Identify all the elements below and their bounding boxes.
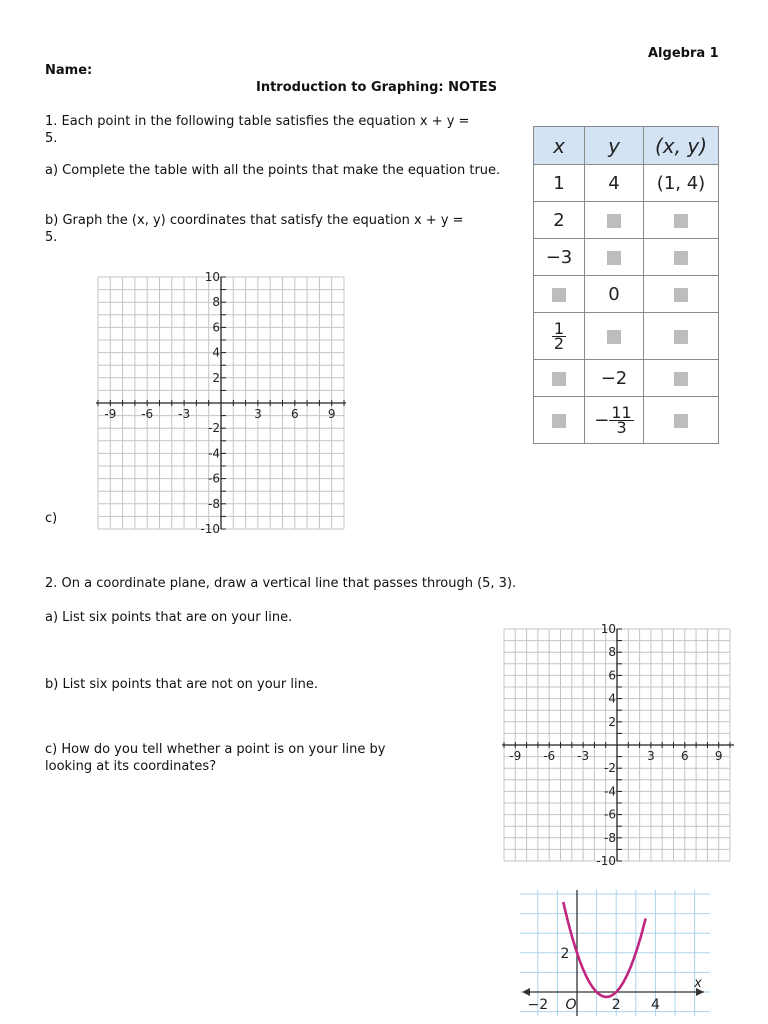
cell-xy-blank[interactable] (644, 202, 719, 239)
x-tick-label: 6 (290, 407, 299, 421)
coordinate-grid-2[interactable] (502, 621, 734, 869)
q2-part-a: a) List six points that are on your line. (45, 610, 293, 625)
y-tick-label: -8 (604, 830, 616, 845)
course-title: Algebra 1 (648, 46, 719, 61)
arrow-left-icon (522, 988, 530, 996)
y-tick-label: 8 (212, 295, 220, 310)
x-tick-label: 9 (327, 407, 336, 421)
blank-square-icon (674, 414, 688, 428)
cell-x: −3 (534, 239, 585, 276)
cell-y: 0 (585, 276, 644, 313)
y-tick-label: 10 (204, 270, 220, 284)
cell-xy: (1, 4) (644, 165, 719, 202)
cell-xy-blank[interactable] (644, 397, 719, 444)
y-tick-label: 2 (608, 714, 616, 729)
blank-square-icon (607, 330, 621, 344)
blank-square-icon (674, 288, 688, 302)
name-label: Name: (45, 63, 93, 78)
cell-y-blank[interactable] (585, 202, 644, 239)
y-tick-label: 6 (608, 668, 616, 683)
y-tick-label: -2 (208, 421, 220, 436)
page-title: Introduction to Graphing: NOTES (256, 80, 498, 95)
blank-square-icon (674, 214, 688, 228)
x-tick-label: −2 (527, 997, 549, 1013)
header-y: y (585, 127, 644, 165)
x-tick-label: 4 (650, 997, 660, 1013)
cell-x-blank[interactable] (534, 276, 585, 313)
q1-stem: 1. Each point in the following table satisfies the equation x + y = 5. (45, 114, 470, 146)
y-tick-label: -4 (604, 784, 616, 799)
blank-square-icon (552, 288, 566, 302)
y-tick-label: 8 (608, 645, 616, 660)
x-tick-label: 6 (680, 749, 689, 763)
table-row (534, 360, 719, 397)
table-row (534, 239, 719, 276)
x-tick-label: -9 (509, 749, 522, 763)
cell-x-fraction: $\frac{1}{2}$ (534, 313, 585, 360)
coordinate-grid-1[interactable] (96, 269, 346, 535)
table-row (534, 165, 719, 202)
table-header-row (534, 127, 719, 165)
y-tick-label: 4 (212, 345, 220, 360)
cell-x: 1 (534, 165, 585, 202)
y-tick-label: -4 (208, 446, 220, 461)
q1-part-a: a) Complete the table with all the points that make the equation true. (45, 163, 501, 178)
points-table (533, 126, 719, 444)
y-tick-label: -10 (200, 522, 220, 535)
header-xy: (x, y) (644, 127, 719, 165)
x-tick-label: -9 (104, 407, 117, 421)
y-tick-label: -2 (604, 761, 616, 776)
blank-square-icon (552, 414, 566, 428)
parabola-curve (560, 902, 645, 997)
x-tick-label: 3 (254, 407, 262, 421)
cell-xy-blank[interactable] (644, 360, 719, 397)
y-tick-label: 2 (212, 370, 220, 385)
table-row (534, 202, 719, 239)
blank-square-icon (674, 330, 688, 344)
table-row (534, 397, 719, 444)
q1-part-b: b) Graph the (x, y) coordinates that satisfy the equation x + y = 5. (45, 213, 464, 245)
x-tick-label: -6 (141, 407, 154, 421)
x-tick-label: -3 (178, 407, 191, 421)
origin-label: O (565, 997, 577, 1013)
y-tick-label: -6 (208, 471, 220, 486)
q2-stem: 2. On a coordinate plane, draw a vertical line that passes through (5, 3). (45, 576, 517, 591)
q2-part-b: b) List six points that are not on your line. (45, 677, 318, 692)
blank-square-icon (552, 372, 566, 386)
x-tick-label: 3 (647, 749, 655, 763)
table-row (534, 313, 719, 360)
y-axis-label-2: 2 (560, 945, 570, 962)
cell-xy-blank[interactable] (644, 276, 719, 313)
y-tick-label: 10 (600, 622, 616, 636)
y-tick-label: -10 (596, 854, 616, 868)
header-x: x (534, 127, 585, 165)
x-tick-label: -6 (543, 749, 556, 763)
y-tick-label: 6 (212, 320, 220, 335)
x-tick-label: 9 (714, 749, 723, 763)
cell-x-blank[interactable] (534, 360, 585, 397)
cell-y-fraction: − $\frac{11}{3}$ (585, 397, 644, 444)
cell-xy-blank[interactable] (644, 313, 719, 360)
y-tick-label: 4 (608, 691, 616, 706)
blank-square-icon (674, 372, 688, 386)
blank-square-icon (607, 214, 621, 228)
cell-y-blank[interactable] (585, 239, 644, 276)
y-tick-label: -6 (604, 807, 616, 822)
x-variable-label: x (694, 976, 702, 991)
blank-square-icon (607, 251, 621, 265)
cell-xy-blank[interactable] (644, 239, 719, 276)
cell-y-blank[interactable] (585, 313, 644, 360)
cell-y: −2 (585, 360, 644, 397)
x-tick-label: 2 (611, 997, 621, 1013)
x-tick-label: -3 (577, 749, 590, 763)
y-tick-label: -8 (208, 496, 220, 511)
q1-part-c: c) (45, 511, 58, 526)
cell-x-blank[interactable] (534, 397, 585, 444)
cell-x: 2 (534, 202, 585, 239)
q2-part-c: c) How do you tell whether a point is on your line by looking at its coordinates? (45, 742, 386, 774)
blank-square-icon (674, 251, 688, 265)
cell-y: 4 (585, 165, 644, 202)
table-row (534, 276, 719, 313)
parabola-graph (520, 890, 710, 1016)
